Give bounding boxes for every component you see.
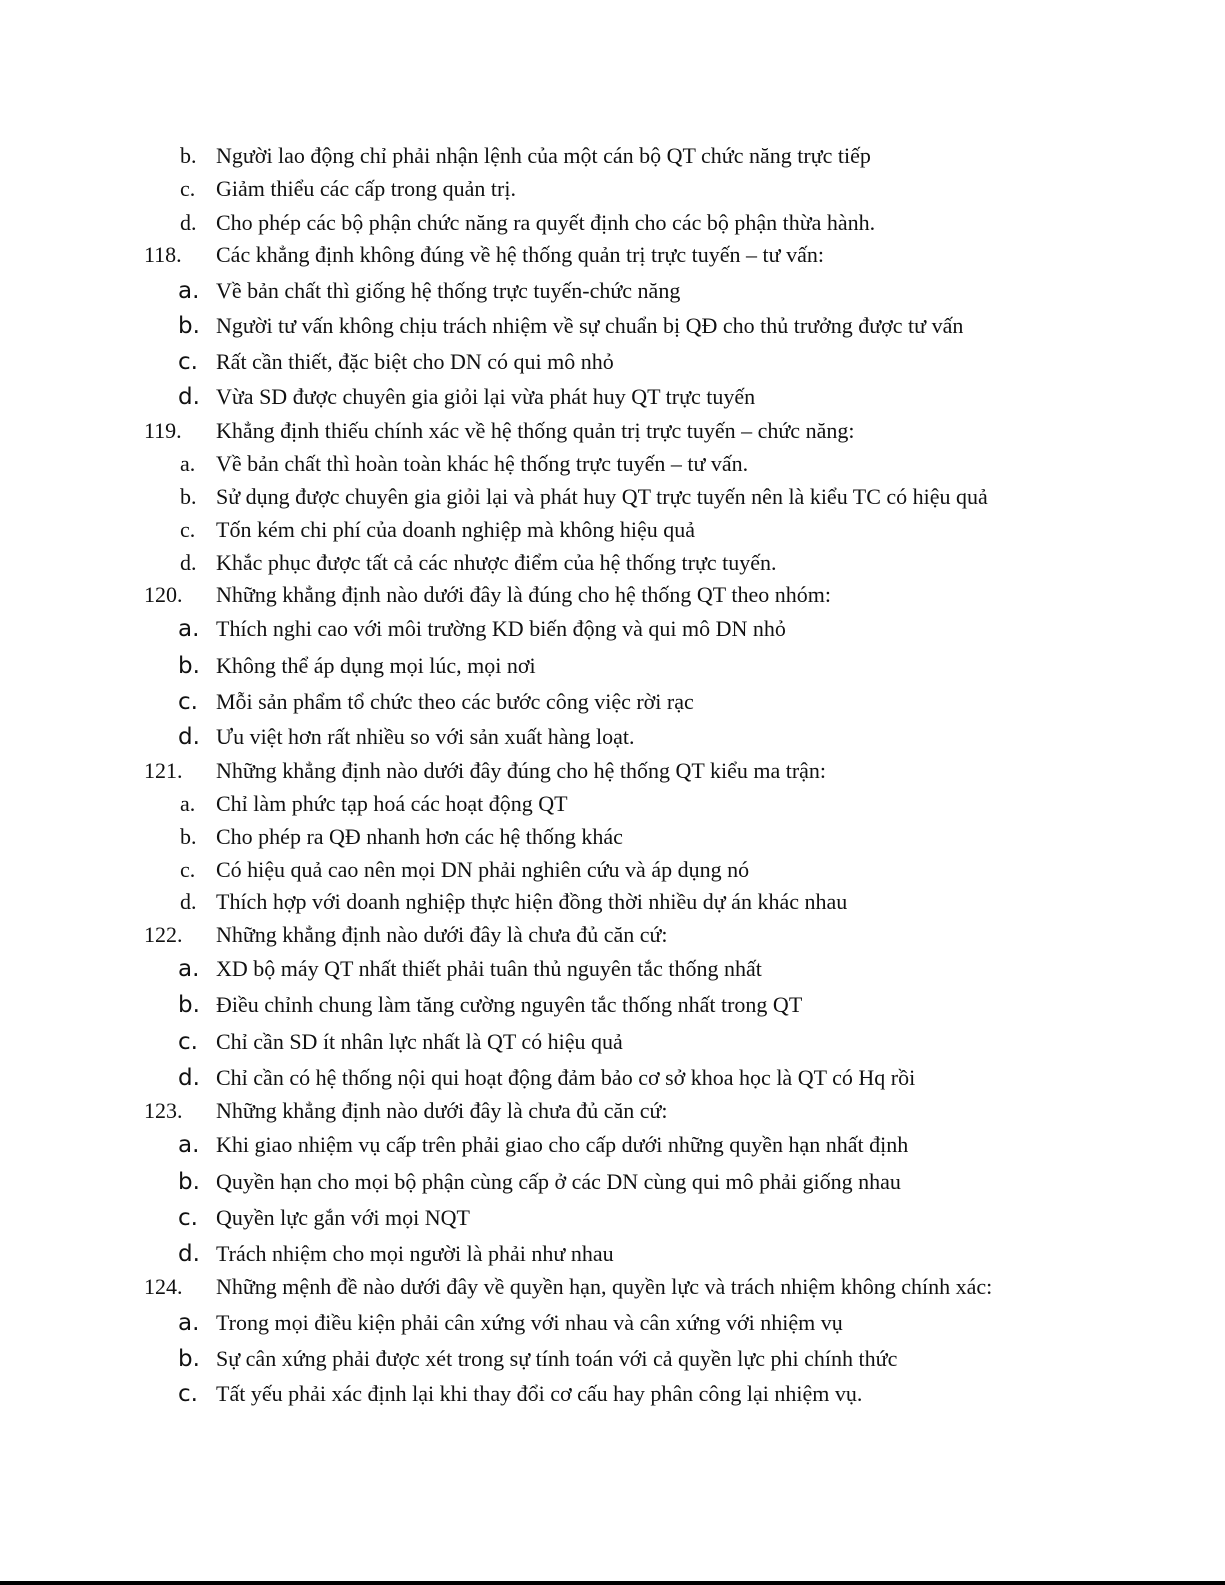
- question-text: Những mệnh đề nào dưới đây về quyền hạn, quyền lực và trách nhiệm không chính xác:: [216, 1274, 993, 1299]
- question-119: [0, 416, 1225, 446]
- option-label: b.: [180, 824, 197, 849]
- option-a: [0, 449, 1225, 479]
- option-label: c.: [178, 689, 198, 715]
- question-number: 121.: [144, 758, 183, 783]
- question-text: Khẳng định thiếu chính xác về hệ thống quản trị trực tuyến – chức năng:: [216, 418, 855, 443]
- option-c: [0, 1379, 1225, 1409]
- option-label: d.: [180, 550, 197, 575]
- option-text: Chỉ làm phức tạp hoá các hoạt động QT: [216, 791, 568, 816]
- option-c: [0, 1027, 1225, 1057]
- option-b: [0, 482, 1225, 512]
- option-text: Trong mọi điều kiện phải cân xứng với nhau và cân xứng với nhiệm vụ: [216, 1310, 843, 1335]
- option-text: Sự cân xứng phải được xét trong sự tính toán với cả quyền lực phi chính thức: [216, 1346, 898, 1371]
- option-label: c.: [178, 349, 198, 375]
- option-label: b.: [178, 1169, 200, 1195]
- option-text: Rất cần thiết, đặc biệt cho DN có qui mô nhỏ: [216, 349, 614, 374]
- option-b: [0, 1167, 1225, 1197]
- question-122: [0, 920, 1225, 950]
- question-123: [0, 1096, 1225, 1126]
- option-text: Về bản chất thì hoàn toàn khác hệ thống trực tuyến – tư vấn.: [216, 451, 749, 476]
- option-label: c.: [178, 1205, 198, 1231]
- option-d: [0, 382, 1225, 412]
- question-text: Những khẳng định nào dưới đây đúng cho hệ thống QT kiểu ma trận:: [216, 758, 827, 783]
- option-label: a.: [178, 616, 200, 642]
- option-d: [0, 887, 1225, 917]
- option-label: d.: [178, 724, 200, 750]
- question-number: 118.: [144, 242, 182, 267]
- question-text: Những khẳng định nào dưới đây là đúng cho hệ thống QT theo nhóm:: [216, 582, 831, 607]
- option-text: Không thể áp dụng mọi lúc, mọi nơi: [216, 653, 536, 678]
- option-d: [0, 548, 1225, 578]
- option-text: Cho phép các bộ phận chức năng ra quyết định cho các bộ phận thừa hành.: [216, 210, 876, 235]
- option-b: [0, 141, 1225, 171]
- option-label: d.: [178, 384, 200, 410]
- option-c: [0, 174, 1225, 204]
- question-120: [0, 580, 1225, 610]
- option-text: Cho phép ra QĐ nhanh hơn các hệ thống khác: [216, 824, 623, 849]
- option-label: d.: [178, 1241, 200, 1267]
- option-a: [0, 789, 1225, 819]
- option-text: Có hiệu quả cao nên mọi DN phải nghiên cứu và áp dụng nó: [216, 857, 750, 882]
- option-label: b.: [178, 992, 200, 1018]
- option-a: [0, 954, 1225, 984]
- option-text: Vừa SD được chuyên gia giỏi lại vừa phát huy QT trực tuyến: [216, 384, 756, 409]
- question-text: Những khẳng định nào dưới đây là chưa đủ căn cứ:: [216, 922, 668, 947]
- option-label: b.: [178, 1346, 200, 1372]
- question-number: 123.: [144, 1098, 183, 1123]
- option-text: Điều chỉnh chung làm tăng cường nguyên tắc thống nhất trong QT: [216, 992, 803, 1017]
- question-text: Các khẳng định không đúng về hệ thống quản trị trực tuyến – tư vấn:: [216, 242, 824, 267]
- option-text: Thích hợp với doanh nghiệp thực hiện đồng thời nhiều dự án khác nhau: [216, 889, 848, 914]
- option-text: Thích nghi cao với môi trường KD biến động và qui mô DN nhỏ: [216, 616, 786, 641]
- option-text: Ưu việt hơn rất nhiều so với sản xuất hàng loạt.: [216, 724, 635, 749]
- option-text: Khắc phục được tất cả các nhược điểm của hệ thống trực tuyến.: [216, 550, 777, 575]
- option-c: [0, 347, 1225, 377]
- question-number: 120.: [144, 582, 183, 607]
- option-text: Quyền hạn cho mọi bộ phận cùng cấp ở các DN cùng qui mô phải giống nhau: [216, 1169, 901, 1194]
- option-label: a.: [178, 1132, 200, 1158]
- option-a: [0, 614, 1225, 644]
- option-text: Khi giao nhiệm vụ cấp trên phải giao cho cấp dưới những quyền hạn nhất định: [216, 1132, 909, 1157]
- option-label: c.: [180, 176, 196, 201]
- option-text: XD bộ máy QT nhất thiết phải tuân thủ nguyên tắc thống nhất: [216, 956, 762, 981]
- option-c: [0, 687, 1225, 717]
- option-a: [0, 276, 1225, 306]
- option-text: Trách nhiệm cho mọi người là phải như nhau: [216, 1241, 614, 1266]
- option-label: c.: [178, 1381, 198, 1407]
- option-text: Chỉ cần SD ít nhân lực nhất là QT có hiệu quả: [216, 1029, 623, 1054]
- option-label: d.: [180, 889, 197, 914]
- option-label: a.: [178, 1310, 200, 1336]
- option-c: [0, 855, 1225, 885]
- option-b: [0, 822, 1225, 852]
- option-a: [0, 1308, 1225, 1338]
- question-number: 124.: [144, 1274, 183, 1299]
- option-text: Về bản chất thì giống hệ thống trực tuyến-chức năng: [216, 278, 681, 303]
- option-d: [0, 1239, 1225, 1269]
- option-label: b.: [180, 143, 197, 168]
- option-text: Quyền lực gắn với mọi NQT: [216, 1205, 470, 1230]
- option-a: [0, 1130, 1225, 1160]
- option-label: b.: [178, 653, 200, 679]
- option-label: d.: [180, 210, 197, 235]
- option-label: c.: [180, 857, 196, 882]
- option-label: b.: [178, 313, 200, 339]
- option-text: Chỉ cần có hệ thống nội qui hoạt động đảm bảo cơ sở khoa học là QT có Hq rồi: [216, 1065, 916, 1090]
- question-number: 119.: [144, 418, 182, 443]
- option-b: [0, 1344, 1225, 1374]
- bottom-border: [0, 1581, 1225, 1585]
- option-text: Người tư vấn không chịu trách nhiệm về sự chuẩn bị QĐ cho thủ trưởng được tư vấn: [216, 313, 964, 338]
- option-b: [0, 651, 1225, 681]
- option-label: b.: [180, 484, 197, 509]
- option-label: a.: [180, 791, 196, 816]
- option-c: [0, 515, 1225, 545]
- option-text: Mỗi sản phẩm tổ chức theo các bước công việc rời rạc: [216, 689, 694, 714]
- option-c: [0, 1203, 1225, 1233]
- option-b: [0, 990, 1225, 1020]
- option-label: c.: [178, 1029, 198, 1055]
- option-text: Tốn kém chi phí của doanh nghiệp mà không hiệu quả: [216, 517, 695, 542]
- option-label: d.: [178, 1065, 200, 1091]
- option-text: Tất yếu phải xác định lại khi thay đổi cơ cấu hay phân công lại nhiệm vụ.: [216, 1381, 863, 1406]
- option-text: Người lao động chỉ phải nhận lệnh của một cán bộ QT chức năng trực tiếp: [216, 143, 871, 168]
- option-label: c.: [180, 517, 196, 542]
- option-label: a.: [178, 278, 200, 304]
- question-number: 122.: [144, 922, 183, 947]
- option-text: Giảm thiểu các cấp trong quản trị.: [216, 176, 516, 201]
- option-label: a.: [178, 956, 200, 982]
- question-118: [0, 240, 1225, 270]
- question-text: Những khẳng định nào dưới đây là chưa đủ căn cứ:: [216, 1098, 668, 1123]
- option-d: [0, 1063, 1225, 1093]
- question-124: [0, 1272, 1225, 1302]
- option-b: [0, 311, 1225, 341]
- option-label: a.: [180, 451, 196, 476]
- option-text: Sử dụng được chuyên gia giỏi lại và phát huy QT trực tuyến nên là kiểu TC có hiệu quả: [216, 484, 988, 509]
- option-d: [0, 722, 1225, 752]
- question-121: [0, 756, 1225, 786]
- option-d: [0, 208, 1225, 238]
